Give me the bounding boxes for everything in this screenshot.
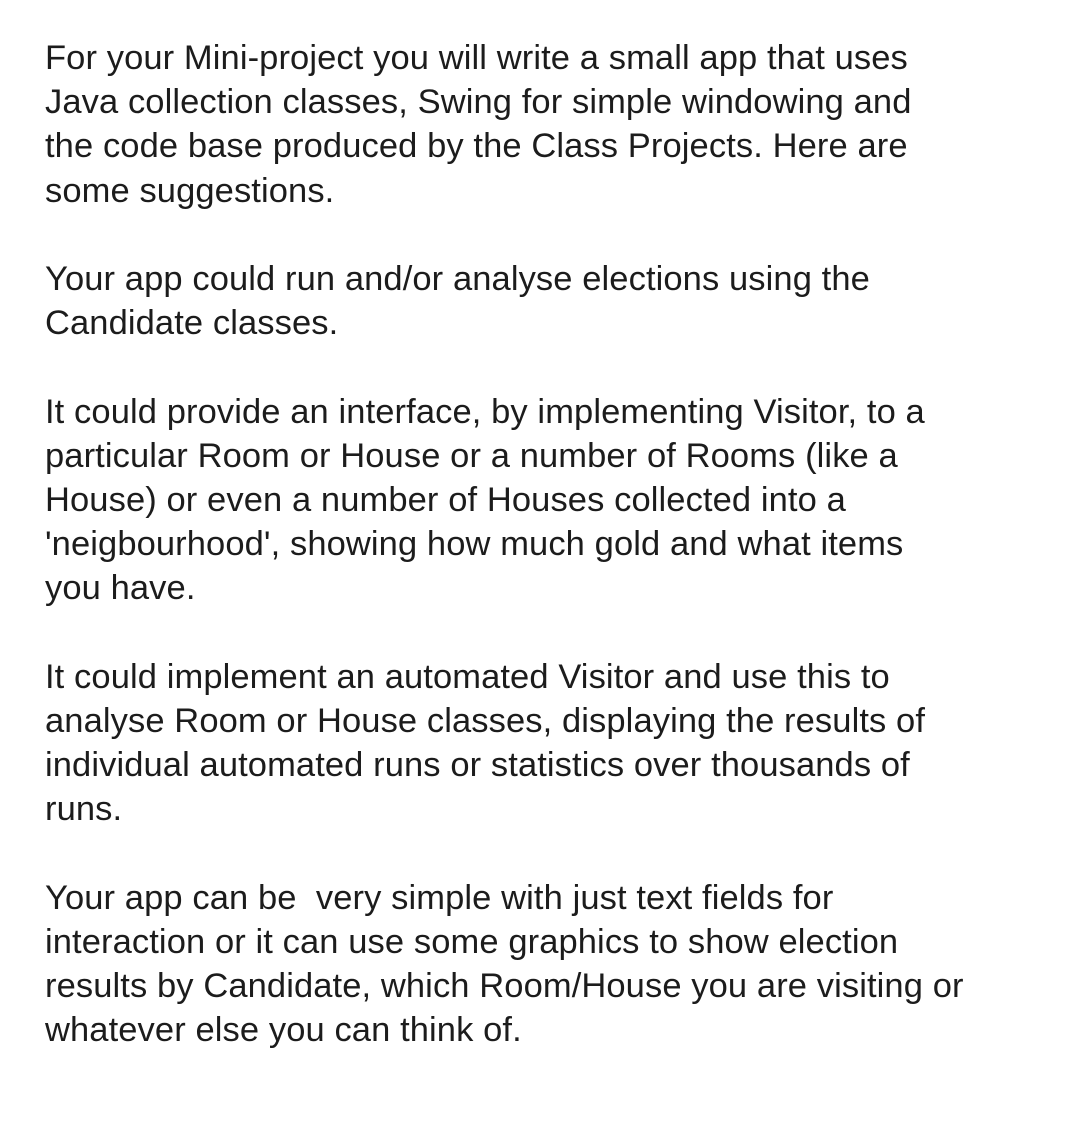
text-line: House) or even a number of Houses collected into a — [45, 481, 846, 519]
text-line: Your app could run and/or analyse elections using the — [45, 260, 870, 298]
text-line: the code base produced by the Class Projects. Here are — [45, 127, 908, 166]
text-line: you have. — [45, 569, 196, 608]
text-line: For your Mini-project you will write a small app that uses — [45, 39, 908, 77]
text-line: It could provide an interface, by implementing Visitor, to a — [45, 392, 925, 431]
text-line: some suggestions. — [45, 171, 335, 210]
text-line: 'neigbourhood', showing how much gold and what items — [45, 525, 904, 564]
text-line: individual automated runs or statistics over thousands of — [45, 746, 910, 785]
text-line: runs. — [45, 790, 123, 829]
text-line: interaction or it can use some graphics to show election — [45, 923, 899, 961]
text-line: Your app can be very simple with just text fields for — [45, 878, 834, 917]
paragraph-elections — [45, 257, 1055, 345]
text-line: analyse Room or House classes, displaying the results of — [45, 702, 926, 740]
text-line: whatever else you can think of. — [45, 1011, 522, 1050]
paragraph-visitor-interface — [45, 390, 1055, 611]
text-line: particular Room or House or a number of Rooms (like a — [45, 436, 898, 475]
paragraph-intro — [45, 36, 1055, 213]
text-line: Candidate classes. — [45, 304, 339, 343]
paragraph-simple-app — [45, 876, 1055, 1053]
text-line: It could implement an automated Visitor and use this to — [45, 657, 890, 696]
text-line: Java collection classes, Swing for simple windowing and — [45, 83, 912, 122]
text-line: results by Candidate, which Room/House you are visiting or — [45, 967, 964, 1006]
document-body — [45, 36, 1055, 1097]
paragraph-automated-visitor — [45, 655, 1055, 832]
